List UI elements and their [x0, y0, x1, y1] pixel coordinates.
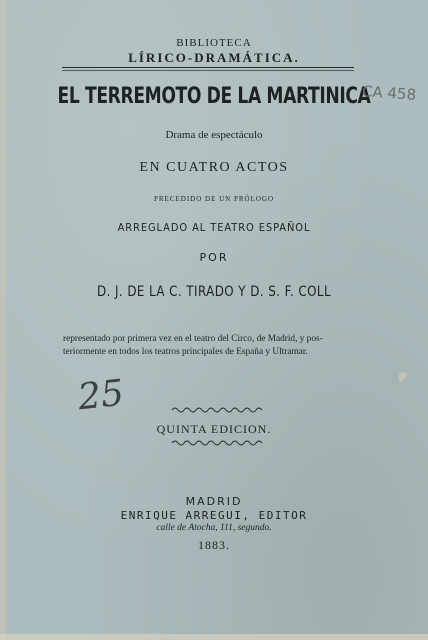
play-genre: Drama de espectáculo [165, 129, 263, 141]
by-label: POR [199, 251, 229, 264]
imprint-address: calle de Atocha, 111, segundo. [156, 523, 272, 533]
acts-count: EN CUATRO ACTOS [139, 160, 289, 175]
performance-note-line: representado por primera vez en el teatro del Circo, de Madrid, y pos- [63, 334, 323, 344]
play-title: EL TERREMOTO DE LA MARTINICA [57, 84, 371, 109]
bottom-page-edge [0, 634, 428, 640]
header-rule-thin [62, 70, 354, 71]
stain-mark-icon [397, 370, 409, 384]
performance-note [63, 333, 363, 359]
header-rule [62, 67, 354, 68]
handwritten-number: 25 [75, 372, 126, 419]
ornament-wavy-bottom [0, 437, 428, 449]
arrangement-note: ARREGLADO AL TEATRO ESPAÑOL [117, 221, 311, 234]
authors: D. J. DE LA C. TIRADO Y D. S. F. COLL [96, 284, 332, 300]
catalog-number-handwritten: CA 458 [361, 82, 417, 104]
prologue-note: PRECEDIDO DE UN PRÓLOGO [153, 195, 275, 203]
edition-label: QUINTA EDICION. [156, 422, 272, 436]
ornament-wavy-top [0, 404, 428, 416]
series-name: LÍRICO-DRAMÁTICA. [128, 50, 300, 65]
series-label: BIBLIOTECA [176, 37, 252, 49]
imprint-year: 1883. [198, 538, 230, 552]
performance-note-line: teriormente en todos los teatros principales de España y Ultramar. [63, 347, 308, 357]
imprint-publisher: ENRIQUE ARREGUI, EDITOR [120, 509, 308, 522]
imprint-city: MADRID [185, 495, 243, 508]
